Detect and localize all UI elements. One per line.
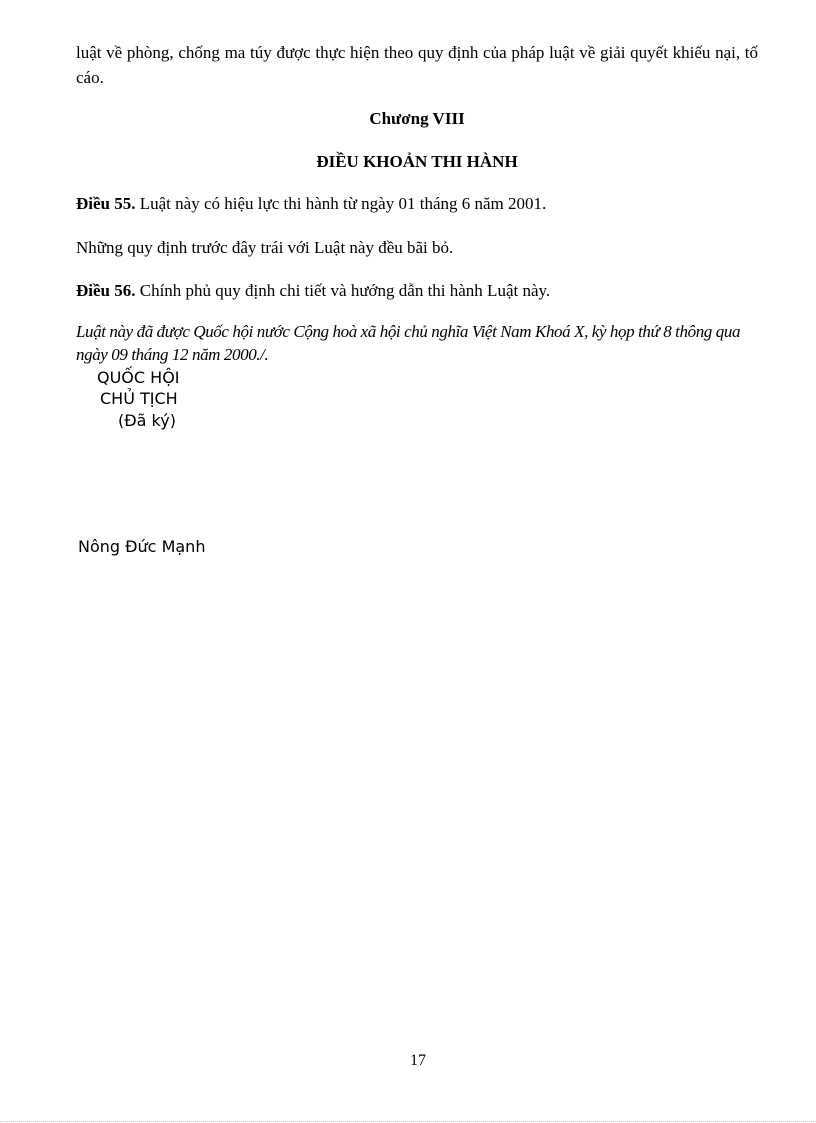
article-label: Điều 55. bbox=[76, 194, 136, 213]
signature-title: CHỦ TỊCH bbox=[100, 389, 178, 408]
section-heading: ĐIỀU KHOẢN THI HÀNH bbox=[316, 152, 518, 171]
article-55 bbox=[76, 191, 758, 216]
article-56 bbox=[76, 278, 758, 303]
article-55-note bbox=[76, 235, 758, 260]
page-edge-divider bbox=[0, 1121, 816, 1122]
article-text: Những quy định trước đây trái với Luật này đều bãi bỏ. bbox=[76, 238, 454, 257]
signature-signed-note: (Đã ký) bbox=[118, 411, 176, 430]
signature-organization: QUỐC HỘI bbox=[97, 368, 180, 387]
page-number: 17 bbox=[410, 1052, 426, 1069]
article-text: Luật này có hiệu lực thi hành từ ngày 01 tháng 6 năm 2001. bbox=[135, 194, 547, 213]
article-label: Điều 56. bbox=[76, 281, 136, 300]
article-text: Chính phủ quy định chi tiết và hướng dẫn thi hành Luật này. bbox=[135, 281, 551, 300]
signatory-name: Nông Đức Mạnh bbox=[78, 537, 206, 556]
closing-statement: Luật này đã được Quốc hội nước Cộng hoà xã hội chủ nghĩa Việt Nam Khoá X, kỳ họp thứ 8 thông qua ngày 09 tháng 12 năm 2000./. bbox=[76, 322, 741, 364]
chapter-heading: Chương VIII bbox=[369, 109, 465, 128]
intro-paragraph: luật về phòng, chống ma túy được thực hiện theo quy định của pháp luật về giải quyết khiếu nại, tố cáo. bbox=[76, 43, 758, 87]
